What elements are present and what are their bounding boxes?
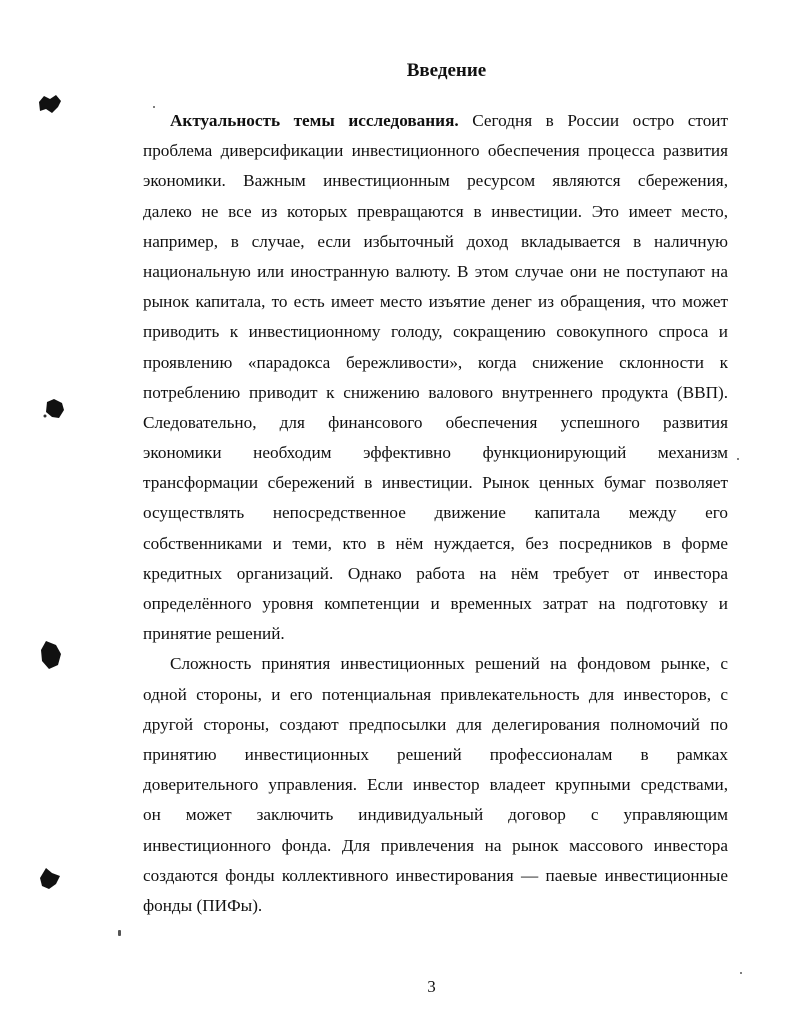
text-line: принятие решений. [143,624,285,644]
text-line: проявлению «парадокса бережливости», когда снижение склонности к [143,352,728,372]
text-line: инвестиционного фонда. Для привлечения на рынок массового инвестора [143,835,728,855]
text-line: приводить к инвестиционному голоду, сокращению совокупного спроса и [143,322,728,342]
text-line: национальную или иностранную валюту. В этом случае они не поступают на [143,261,728,281]
scan-speck [740,972,742,974]
text-line: трансформации сбережений в инвестиции. Рынок ценных бумаг позволяет [143,473,728,493]
text-line: кредитных организаций. Однако работа на нём требует от инвестора [143,563,728,583]
punch-hole-mark [38,639,64,671]
paragraph-1-first-line [143,106,728,136]
text-line: доверительного управления. Если инвестор владеет крупными средствами, [143,775,728,795]
text-line: он может заключить индивидуальный договор с управляющим [143,805,728,825]
paragraph-lead: Актуальность темы исследования. [170,111,459,130]
paragraph-1-first-line-rest: Сегодня в России остро стоит [472,111,728,130]
text-line: проблема диверсификации инвестиционного обеспечения процесса развития [143,141,728,161]
text-line: одной стороны, и его потенциальная привлекательность для инвесторов, с [143,684,728,704]
text-line: фонды (ПИФы). [143,895,263,915]
text-line: Следовательно, для финансового обеспечения успешного развития [143,412,728,432]
page-title: Введение [406,60,487,81]
text-line: осуществлять непосредственное движение капитала между его [143,503,728,523]
scan-speck [118,930,121,936]
text-line: создаются фонды коллективного инвестирования — паевые инвестиционные [143,865,728,885]
body-text [143,106,728,921]
text-line: экономики. Важным инвестиционным ресурсом являются сбережения, [143,171,728,191]
paragraph-2 [143,649,728,921]
text-line: например, в случае, если избыточный доход вкладывается в наличную [143,231,728,251]
page-number: 3 [427,977,436,996]
text-line: принятию инвестиционных решений профессионалам в рамках [143,744,728,764]
text-line: другой стороны, создают предпосылки для делегирования полномочий по [143,714,728,734]
text-line: рынок капитала, то есть имеет место изъятие денег из обращения, что может [143,292,728,312]
text-line: Сложность принятия инвестиционных решений на фондовом рынке, с [170,654,728,674]
text-line: собственниками и теми, кто в нём нуждается, без посредников в форме [143,533,728,553]
punch-hole-mark [42,396,68,422]
punch-hole-mark [36,92,64,116]
paragraph-1 [143,106,728,649]
text-line: экономики необходим эффективно функционирующий механизм [143,443,728,463]
punch-hole-mark [36,864,64,892]
text-line: далеко не все из которых превращаются в инвестиции. Это имеет место, [143,201,728,221]
text-line: потреблению приводит к снижению валового внутреннего продукта (ВВП). [143,382,728,402]
text-line: определённого уровня компетенции и временных затрат на подготовку и [143,594,728,613]
scan-speck [737,458,739,460]
